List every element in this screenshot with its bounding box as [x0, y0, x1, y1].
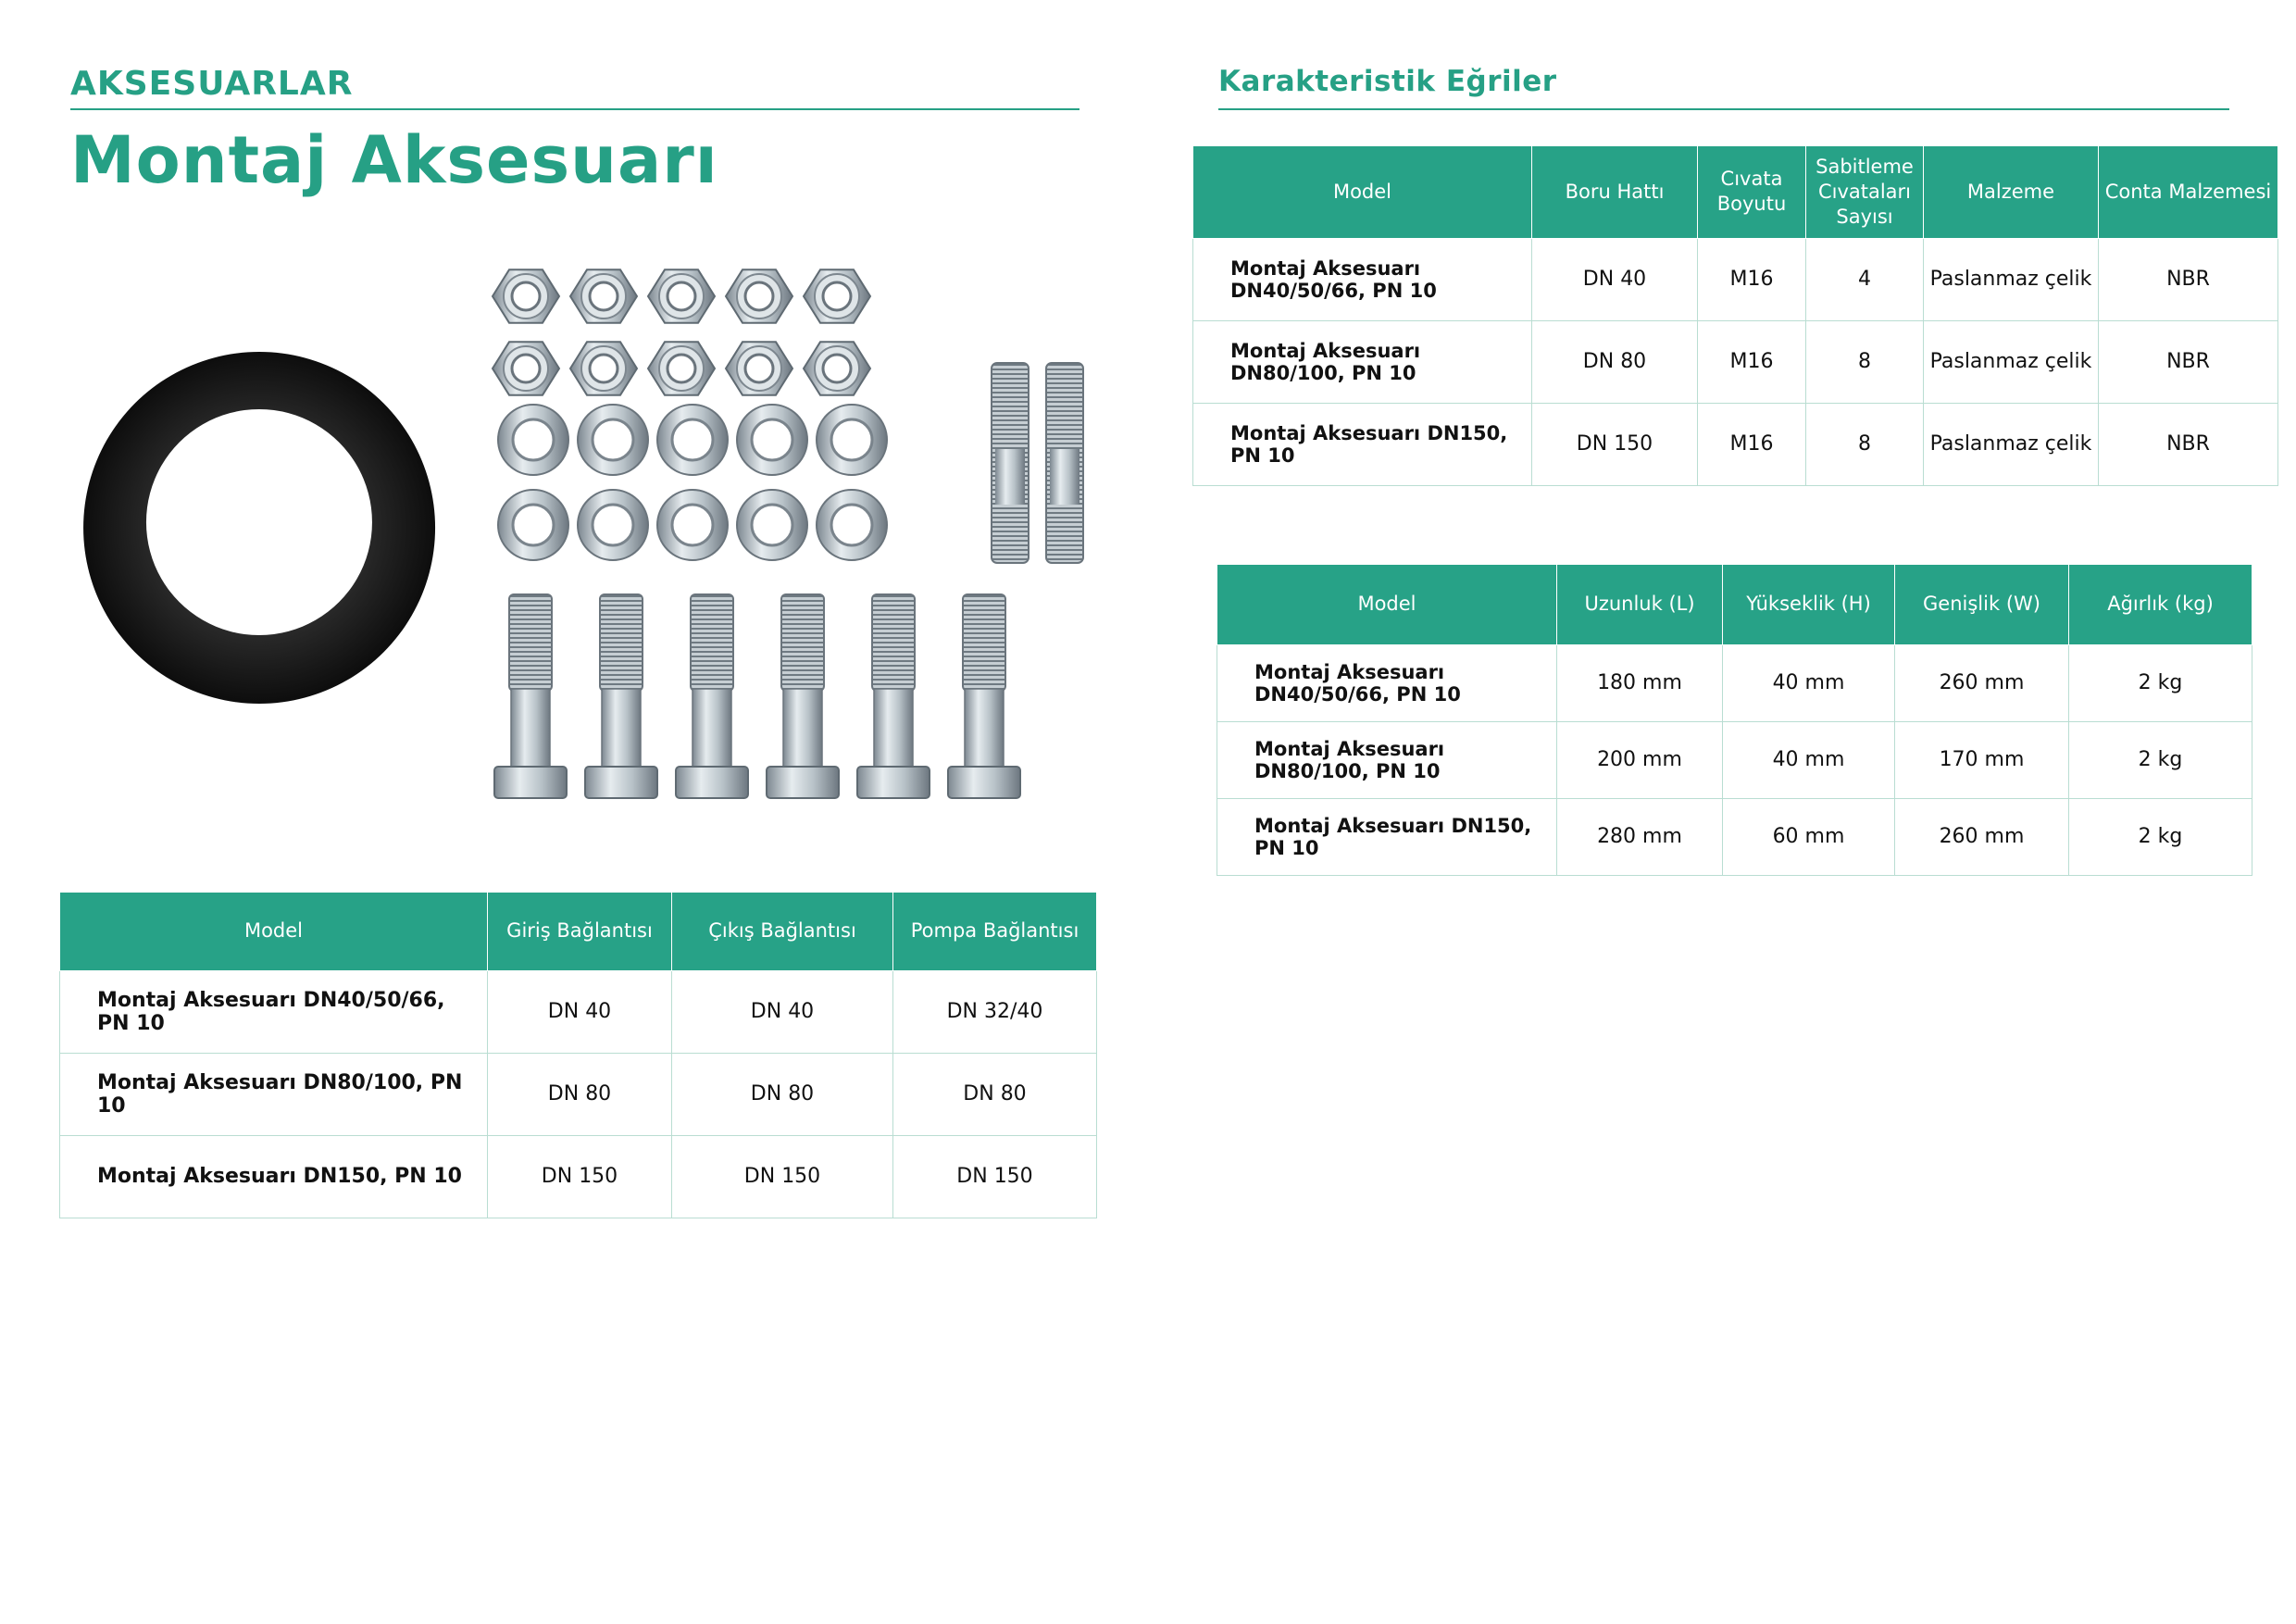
table-cell: Paslanmaz çelik — [1924, 238, 2099, 320]
col-header: Ağırlık (kg) — [2069, 565, 2252, 644]
washers-group — [498, 405, 887, 560]
washer-icon — [737, 405, 807, 475]
nut-icon — [804, 269, 870, 322]
col-header: Malzeme — [1924, 146, 2099, 238]
table-row — [60, 1135, 1097, 1218]
bolt-icon — [948, 594, 1020, 798]
bolt-icon — [676, 594, 748, 798]
table-row — [1217, 644, 2252, 721]
col-header: Çıkış Bağlantısı — [672, 893, 893, 970]
table-cell: 260 mm — [1895, 798, 2069, 875]
table-cell: 2 kg — [2069, 798, 2252, 875]
connection-table — [59, 893, 1097, 1218]
col-header: Yükseklik (H) — [1723, 565, 1895, 644]
nut-icon — [570, 269, 637, 322]
washer-icon — [737, 490, 807, 560]
spec-table — [1192, 146, 2278, 486]
nut-icon — [493, 342, 559, 394]
table-cell: DN 80 — [1532, 320, 1698, 403]
col-header: Giriş Bağlantısı — [488, 893, 672, 970]
bolt-icon — [585, 594, 657, 798]
table-row — [1217, 798, 2252, 875]
nut-icon — [493, 269, 559, 322]
nut-icon — [804, 342, 870, 394]
table-cell: 8 — [1806, 320, 1924, 403]
col-header: Model — [60, 893, 488, 970]
nuts-group — [493, 269, 870, 394]
table-cell: DN 40 — [488, 970, 672, 1053]
table-cell: 260 mm — [1895, 644, 2069, 721]
table-cell: M16 — [1698, 403, 1806, 485]
table-row — [1217, 721, 2252, 798]
washer-icon — [498, 490, 568, 560]
table-cell: M16 — [1698, 320, 1806, 403]
table-header-row — [60, 893, 1097, 970]
table-row — [1193, 403, 2278, 485]
washer-icon — [578, 490, 648, 560]
table-row — [1193, 320, 2278, 403]
bolt-icon — [857, 594, 930, 798]
table-cell: 4 — [1806, 238, 1924, 320]
table-row — [1193, 238, 2278, 320]
table-cell: DN 150 — [488, 1135, 672, 1218]
studs-group — [992, 363, 1083, 563]
model-cell: Montaj Aksesuarı DN80/100, PN 10 — [1217, 721, 1557, 798]
nut-icon — [726, 342, 792, 394]
table-cell: 180 mm — [1557, 644, 1723, 721]
model-cell: Montaj Aksesuarı DN150, PN 10 — [1217, 798, 1557, 875]
table-row — [60, 970, 1097, 1053]
table-cell: 2 kg — [2069, 721, 2252, 798]
dimension-table — [1217, 565, 2252, 876]
table-cell: 60 mm — [1723, 798, 1895, 875]
nut-icon — [648, 269, 715, 322]
right-section-rule — [1218, 108, 2229, 110]
left-section-title: AKSESUARLAR — [70, 65, 354, 103]
col-header: Model — [1193, 146, 1532, 238]
table-cell: 8 — [1806, 403, 1924, 485]
bolts-group — [494, 594, 1020, 798]
table-cell: DN 150 — [1532, 403, 1698, 485]
table-cell: 40 mm — [1723, 721, 1895, 798]
washer-icon — [657, 405, 728, 475]
stud-icon — [1046, 363, 1083, 563]
table-cell: 280 mm — [1557, 798, 1723, 875]
right-section-title: Karakteristik Eğriler — [1218, 65, 1557, 98]
stud-icon — [992, 363, 1029, 563]
col-header: Cıvata Boyutu — [1698, 146, 1806, 238]
model-cell: Montaj Aksesuarı DN150, PN 10 — [60, 1135, 488, 1218]
model-cell: Montaj Aksesuarı DN40/50/66, PN 10 — [1217, 644, 1557, 721]
washer-icon — [657, 490, 728, 560]
col-header: Sabitleme Cıvataları Sayısı — [1806, 146, 1924, 238]
table-cell: DN 80 — [672, 1053, 893, 1135]
col-header: Pompa Bağlantısı — [893, 893, 1097, 970]
model-cell: Montaj Aksesuarı DN150, PN 10 — [1193, 403, 1532, 485]
model-cell: Montaj Aksesuarı DN80/100, PN 10 — [60, 1053, 488, 1135]
table-cell: DN 40 — [1532, 238, 1698, 320]
washer-icon — [817, 490, 887, 560]
table-cell: NBR — [2099, 403, 2278, 485]
table-header-row — [1193, 146, 2278, 238]
col-header: Uzunluk (L) — [1557, 565, 1723, 644]
table-header-row — [1217, 565, 2252, 644]
model-cell: Montaj Aksesuarı DN40/50/66, PN 10 — [1193, 238, 1532, 320]
nut-icon — [726, 269, 792, 322]
washer-icon — [817, 405, 887, 475]
col-header: Model — [1217, 565, 1557, 644]
nut-icon — [648, 342, 715, 394]
washer-icon — [578, 405, 648, 475]
table-cell: DN 32/40 — [893, 970, 1097, 1053]
page-title: Montaj Aksesuarı — [70, 122, 718, 198]
table-cell: NBR — [2099, 320, 2278, 403]
table-cell: DN 80 — [893, 1053, 1097, 1135]
table-cell: 2 kg — [2069, 644, 2252, 721]
table-cell: DN 150 — [672, 1135, 893, 1218]
table-cell: 200 mm — [1557, 721, 1723, 798]
table-cell: DN 80 — [488, 1053, 672, 1135]
table-cell: M16 — [1698, 238, 1806, 320]
table-cell: 170 mm — [1895, 721, 2069, 798]
bolt-icon — [767, 594, 839, 798]
nut-icon — [570, 342, 637, 394]
table-cell: Paslanmaz çelik — [1924, 403, 2099, 485]
table-cell: 40 mm — [1723, 644, 1895, 721]
table-cell: NBR — [2099, 238, 2278, 320]
table-cell: DN 40 — [672, 970, 893, 1053]
bolt-icon — [494, 594, 567, 798]
model-cell: Montaj Aksesuarı DN40/50/66, PN 10 — [60, 970, 488, 1053]
gasket-ring-icon — [83, 352, 435, 704]
model-cell: Montaj Aksesuarı DN80/100, PN 10 — [1193, 320, 1532, 403]
table-row — [60, 1053, 1097, 1135]
table-cell: DN 150 — [893, 1135, 1097, 1218]
col-header: Genişlik (W) — [1895, 565, 2069, 644]
accessory-photo — [74, 250, 1092, 815]
left-section-rule — [70, 108, 1079, 110]
washer-icon — [498, 405, 568, 475]
table-cell: Paslanmaz çelik — [1924, 320, 2099, 403]
col-header: Conta Malzemesi — [2099, 146, 2278, 238]
col-header: Boru Hattı — [1532, 146, 1698, 238]
